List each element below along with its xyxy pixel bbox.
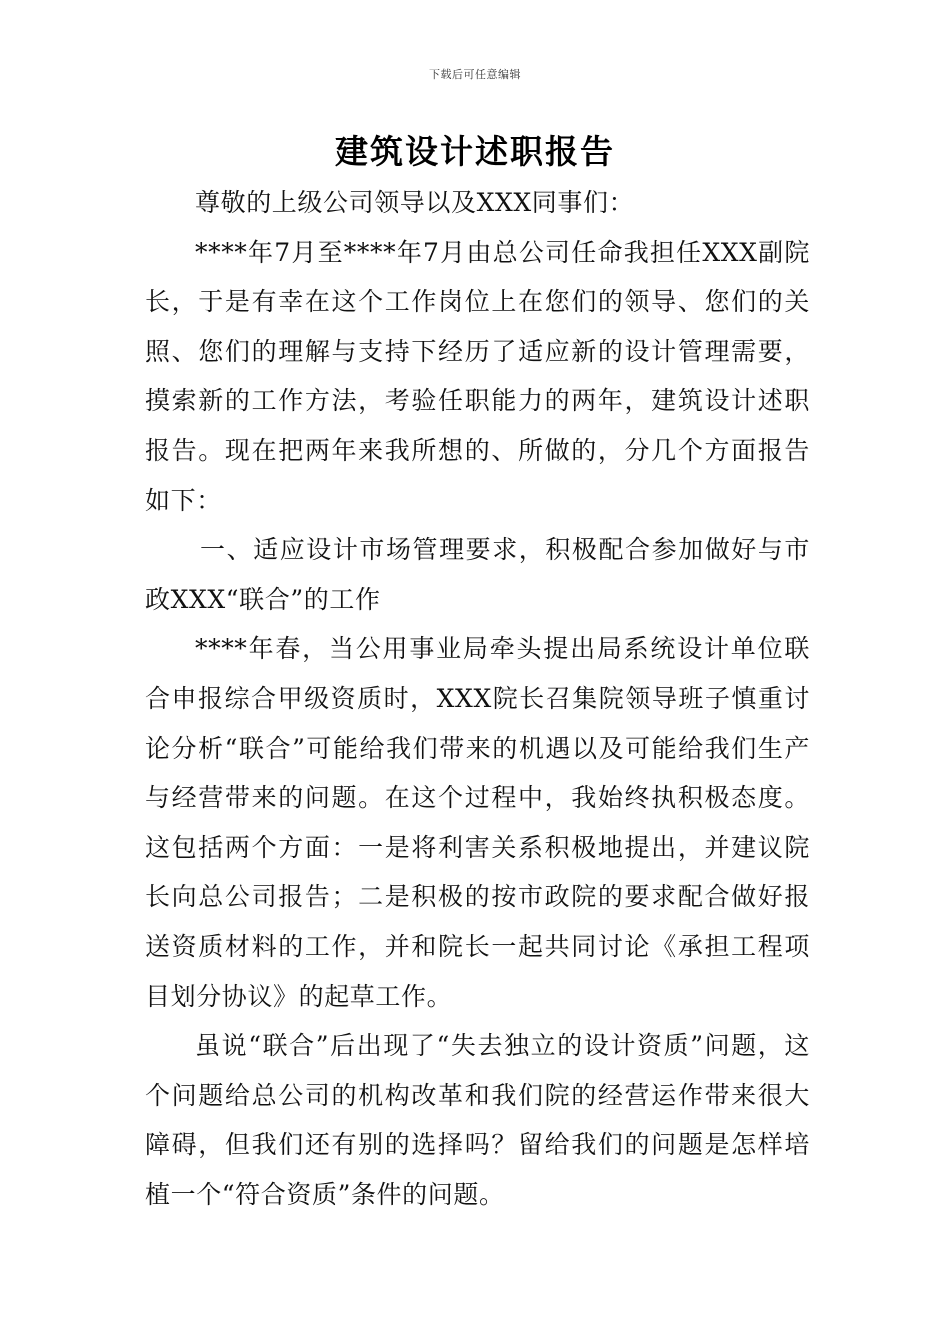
salutation-paragraph: 尊敬的上级公司领导以及XXX同事们： bbox=[195, 188, 635, 217]
intro-paragraph: ****年7月至****年7月由总公司任命我担任XXX副院长，于是有幸在这个工作岗位上在您们的领导、您们的关照、您们的理解与支持下经历了适应新的设计管理需要，摸索新的工作方法，考验任职能力的两年，建筑设计述职报告。现在把两年来我所想的、所做的，分几个方面报告如下： bbox=[145, 237, 810, 515]
body-paragraph: ****年春，当公用事业局牵头提出局系统设计单位联合申报综合甲级资质时，XXX院长召集院领导班子慎重讨论分析“联合”可能给我们带来的机遇以及可能给我们生产与经营带来的问题。在这个过程中，我始终执积极态度。这包括两个方面：一是将利害关系积极地提出，并建议院长向总公司报告；二是积极的按市政院的要求配合做好报送资质材料的工作，并和院长一起共同讨论《承担工程项目划分协议》的起草工作。 bbox=[145, 634, 810, 1011]
document-body bbox=[145, 178, 810, 1219]
header-note: 下载后可任意编辑 bbox=[429, 68, 521, 81]
document-title: 建筑设计述职报告 bbox=[335, 132, 615, 171]
section-heading-paragraph: 一、适应设计市场管理要求，积极配合参加做好与市政XXX“联合”的工作 bbox=[145, 535, 810, 614]
body-paragraph: 虽说“联合”后出现了“失去独立的设计资质”问题，这个问题给总公司的机构改革和我们院的经营运作带来很大障碍，但我们还有别的选择吗？留给我们的问题是怎样培植一个“符合资质”条件的问题。 bbox=[145, 1031, 810, 1209]
